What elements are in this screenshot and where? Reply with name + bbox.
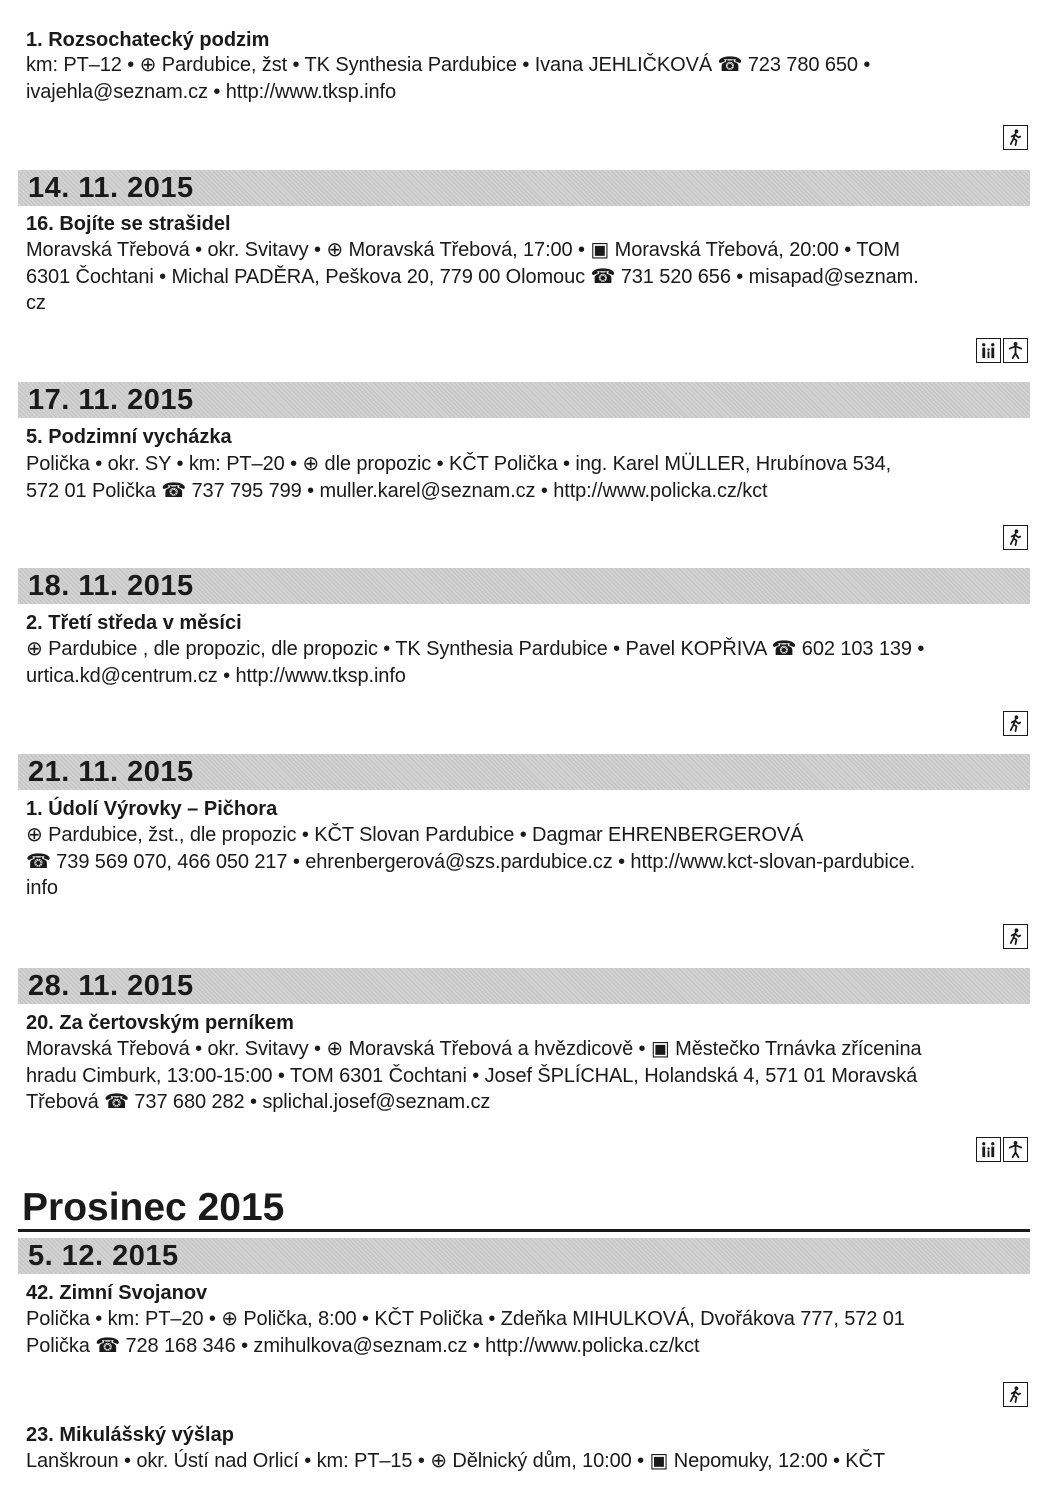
date-header — [18, 170, 1030, 206]
event-line: ivajehla@seznam.cz • http://www.tksp.info — [26, 80, 397, 103]
event-details — [26, 1448, 1030, 1475]
activity-icons — [1003, 525, 1028, 550]
event-line: info — [26, 877, 58, 899]
date-label: 14. 11. 2015 — [28, 172, 194, 204]
activity-icons — [976, 1137, 1028, 1162]
walker-icon — [1003, 525, 1028, 550]
family-icon — [976, 1137, 1001, 1162]
event-details — [26, 1036, 1030, 1116]
event-details — [26, 822, 1030, 902]
activity-icons — [1003, 125, 1028, 150]
event-title: 2. Třetí středa v měsíci — [26, 612, 242, 634]
date-header — [18, 568, 1030, 604]
event-line: Moravská Třebová • okr. Svitavy • ⊕ Moravská Třebová, 17:00 • ▣ Moravská Třebová, 20:00 • TOM — [26, 239, 900, 261]
event-line: cz — [26, 292, 46, 314]
event-title: 16. Bojíte se strašidel — [26, 213, 231, 235]
event-title: 5. Podzimní vycházka — [26, 426, 232, 448]
activity-icons — [1003, 1382, 1028, 1407]
event-line: Moravská Třebová • okr. Svitavy • ⊕ Moravská Třebová a hvězdicově • ▣ Městečko Trnávka zřícenina — [26, 1038, 922, 1060]
event-details — [26, 1306, 1030, 1359]
walker-icon — [1003, 125, 1028, 150]
hiker-icon — [1003, 1137, 1028, 1162]
event-title: 1. Údolí Výrovky – Pičhora — [26, 798, 278, 820]
date-header — [18, 1238, 1030, 1274]
date-label: 5. 12. 2015 — [28, 1240, 179, 1272]
event-line: ⊕ Pardubice, žst., dle propozic • KČT Slovan Pardubice • Dagmar EHRENBERGEROVÁ — [26, 824, 804, 846]
event-line: Polička • okr. SY • km: PT–20 • ⊕ dle propozic • KČT Polička • ing. Karel MÜLLER, Hrubínova 534, — [26, 453, 892, 475]
event-title: 20. Za čertovským perníkem — [26, 1012, 294, 1034]
walker-icon — [1003, 711, 1028, 736]
event-title: 1. Rozsochatecký podzim — [26, 29, 270, 51]
event-line: 6301 Čochtani • Michal PADĚRA, Peškova 20, 779 00 Olomouc ☎ 731 520 656 • misapad@seznam. — [26, 265, 919, 288]
date-header — [18, 754, 1030, 790]
month-heading: Prosinec 2015 — [22, 1186, 285, 1229]
event-line: km: PT–12 • ⊕ Pardubice, žst • TK Synthesia Pardubice • Ivana JEHLIČKOVÁ ☎ 723 780 650 • — [26, 54, 871, 76]
activity-icons — [976, 338, 1028, 363]
walker-icon — [1003, 1382, 1028, 1407]
event-title: 42. Zimní Svojanov — [26, 1282, 208, 1304]
event-details — [26, 451, 1030, 504]
event-details — [26, 52, 1030, 105]
date-label: 18. 11. 2015 — [28, 570, 194, 602]
date-label: 21. 11. 2015 — [28, 756, 194, 788]
walker-icon — [1003, 924, 1028, 949]
date-header — [18, 968, 1030, 1004]
event-line: Polička • km: PT–20 • ⊕ Polička, 8:00 • KČT Polička • Zdeňka MIHULKOVÁ, Dvořákova 777, 572 01 — [26, 1308, 905, 1330]
event-line: hradu Cimburk, 13:00-15:00 • TOM 6301 Čochtani • Josef ŠPLÍCHAL, Holandská 4, 571 01 Moravská — [26, 1064, 918, 1087]
event-line: Polička ☎ 728 168 346 • zmihulkova@seznam.cz • http://www.policka.cz/kct — [26, 1334, 700, 1357]
event-line: urtica.kd@centrum.cz • http://www.tksp.info — [26, 664, 406, 687]
event-line: Třebová ☎ 737 680 282 • splichal.josef@seznam.cz — [26, 1091, 491, 1113]
family-icon — [976, 338, 1001, 363]
event-line: ☎ 739 569 070, 466 050 217 • ehrenbergerová@szs.pardubice.cz • http://www.kct-slovan-pardubice. — [26, 850, 916, 873]
activity-icons — [1003, 924, 1028, 949]
date-label: 17. 11. 2015 — [28, 384, 194, 416]
event-details — [26, 237, 1030, 317]
event-line: ⊕ Pardubice , dle propozic, dle propozic • TK Synthesia Pardubice • Pavel KOPŘIVA ☎ 602 103 139 • — [26, 638, 925, 660]
event-line: Lanškroun • okr. Ústí nad Orlicí • km: PT–15 • ⊕ Dělnický dům, 10:00 • ▣ Nepomuky, 12:00 • KČT — [26, 1450, 886, 1472]
event-details — [26, 636, 1030, 689]
activity-icons — [1003, 711, 1028, 736]
event-line: 572 01 Polička ☎ 737 795 799 • muller.karel@seznam.cz • http://www.policka.cz/kct — [26, 479, 768, 502]
date-label: 28. 11. 2015 — [28, 970, 194, 1002]
event-title: 23. Mikulášský výšlap — [26, 1424, 234, 1446]
month-divider — [18, 1229, 1030, 1232]
hiker-icon — [1003, 338, 1028, 363]
date-header — [18, 382, 1030, 418]
